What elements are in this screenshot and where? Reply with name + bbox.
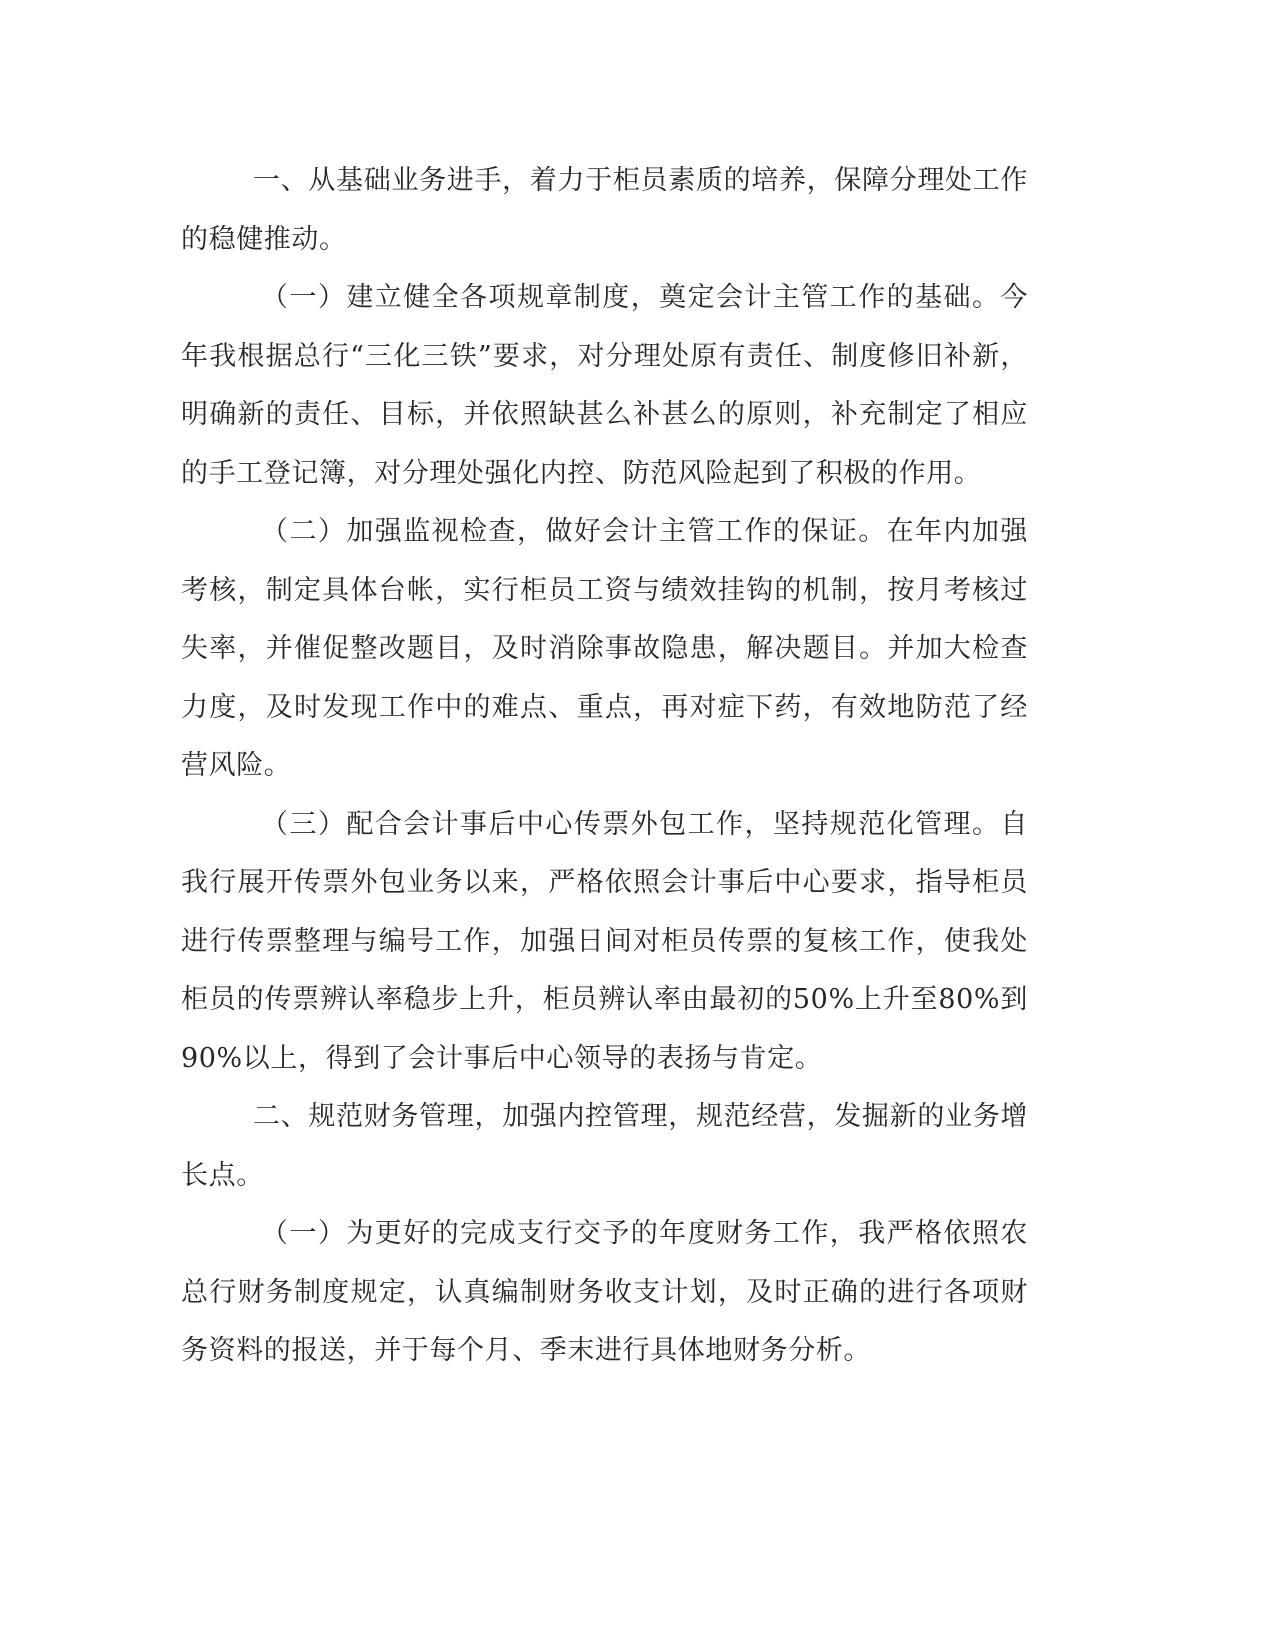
section-heading-2: 二、规范财务管理，加强内控管理，规范经营，发掘新的业务增长点。 xyxy=(181,1101,1028,1191)
section-heading-1: 一、从基础业务进手，着力于柜员素质的培养，保障分理处工作的稳健推动。 xyxy=(181,165,1028,255)
document-body xyxy=(181,152,1028,1381)
subsection-1-2: （二）加强监视检查，做好会计主管工作的保证。在年内加强考核，制定具体台帐，实行柜员工资与绩效挂钩的机制，按月考核过失率，并催促整改题目，及时消除事故隐患，解决题目。并加大检查力度，及时发现工作中的难点、重点，再对症下药，有效地防范了经营风险。 xyxy=(181,516,1028,781)
subsection-1-1: （一）建立健全各项规章制度，奠定会计主管工作的基础。今年我根据总行“三化三铁”要求，对分理处原有责任、制度修旧补新，明确新的责任、目标，并依照缺甚么补甚么的原则，补充制定了相应的手工登记簿，对分理处强化内控、防范风险起到了积极的作用。 xyxy=(181,282,1028,489)
subsection-1-3: （三）配合会计事后中心传票外包工作，坚持规范化管理。自我行展开传票外包业务以来，严格依照会计事后中心要求，指导柜员进行传票整理与编号工作，加强日间对柜员传票的复核工作，使我处柜员的传票辨认率稳步上升，柜员辨认率由最初的50%上升至80%到90%以上，得到了会计事后中心领导的表扬与肯定。 xyxy=(181,808,1028,1074)
subsection-2-1: （一）为更好的完成支行交予的年度财务工作，我严格依照农总行财务制度规定，认真编制财务收支计划，及时正确的进行各项财务资料的报送，并于每个月、季末进行具体地财务分析。 xyxy=(181,1218,1028,1366)
